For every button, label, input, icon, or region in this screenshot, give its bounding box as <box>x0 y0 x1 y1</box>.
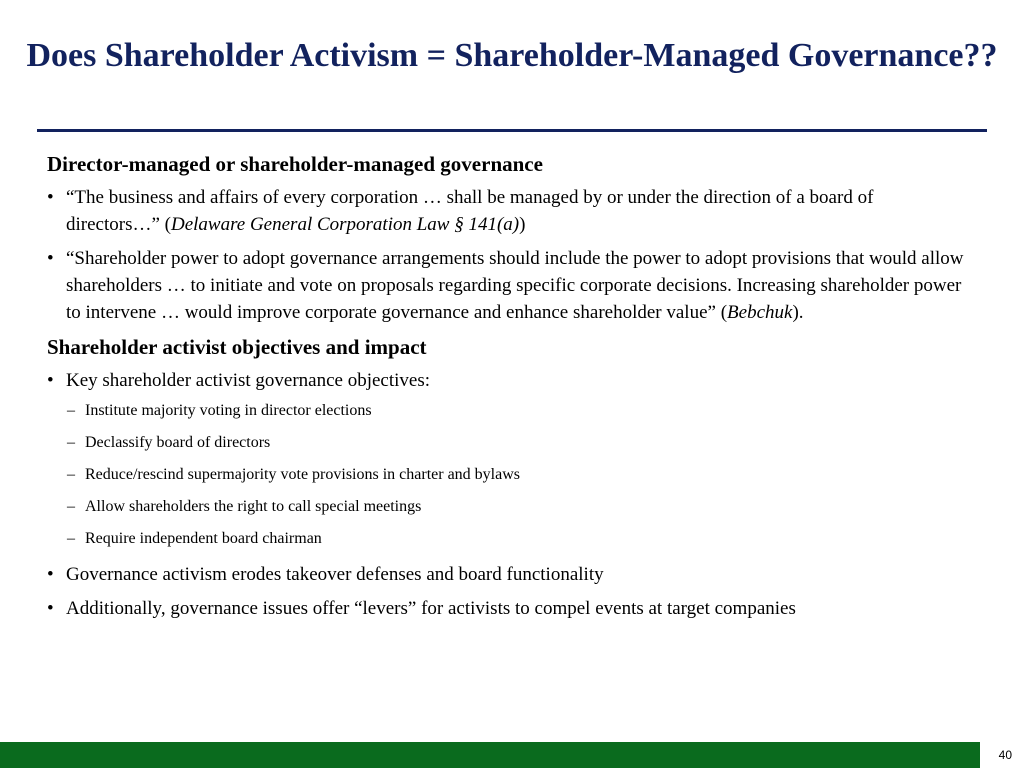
sub-bullet-special-meetings <box>47 497 967 517</box>
sub-bullet-independent-chairman <box>47 529 967 549</box>
bullet-text: “Shareholder power to adopt governance arrangements should include the power to adopt provisions that would allow shareholders … to initiate and vote on proposals regarding specific corporate decisions. Increasing shareholder power to intervene … would improve corporate governance and enhance shareholder value” ( <box>66 248 964 323</box>
bullet-mark: • <box>47 370 54 391</box>
sub-bullet-declassify <box>47 433 967 453</box>
bullet-text: Governance activism erodes takeover defenses and board functionality <box>66 564 604 585</box>
bullet-erodes-defenses <box>47 561 967 588</box>
sub-bullet-text: Allow shareholders the right to call special meetings <box>85 498 422 515</box>
slide-title: Does Shareholder Activism = Shareholder-Managed Governance?? <box>26 37 998 74</box>
title-divider <box>37 129 987 132</box>
dash-mark: – <box>67 530 75 547</box>
section-heading-activist-objectives: Shareholder activist objectives and impact <box>47 335 427 359</box>
citation: Bebchuk <box>727 302 793 323</box>
bullet-mark: • <box>47 187 54 208</box>
dash-mark: – <box>67 466 75 483</box>
bullet-text-end: ) <box>519 214 526 235</box>
sub-bullet-text: Require independent board chairman <box>85 530 322 547</box>
slide-body <box>47 150 967 629</box>
footer-bar <box>0 742 980 768</box>
citation: Delaware General Corporation Law § 141(a) <box>170 214 520 235</box>
section-heading-director-managed: Director-managed or shareholder-managed governance <box>47 152 543 176</box>
dash-mark: – <box>67 434 75 451</box>
bullet-key-objectives <box>47 367 967 394</box>
sub-bullet-text: Declassify board of directors <box>85 434 271 451</box>
sub-bullet-majority-voting <box>47 401 967 421</box>
dash-mark: – <box>67 498 75 515</box>
bullet-text-end: ). <box>792 302 804 323</box>
sub-bullet-text: Institute majority voting in director elections <box>85 402 372 419</box>
bullet-bebchuk-quote <box>47 245 967 326</box>
bullet-mark: • <box>47 564 54 585</box>
bullet-mark: • <box>47 598 54 619</box>
sub-bullet-text: Reduce/rescind supermajority vote provisions in charter and bylaws <box>85 466 520 483</box>
bullet-levers <box>47 595 967 622</box>
dash-mark: – <box>67 402 75 419</box>
bullet-text: Additionally, governance issues offer “levers” for activists to compel events at target companies <box>66 598 796 619</box>
bullet-delaware-law <box>47 184 967 238</box>
sub-bullet-supermajority <box>47 465 967 485</box>
bullet-text: “The business and affairs of every corporation … shall be managed by or under the direction of a board of directors…” ( <box>66 187 874 235</box>
bullet-text: Key shareholder activist governance objectives: <box>66 370 431 391</box>
bullet-mark: • <box>47 248 54 269</box>
page-number: 40 <box>998 748 1012 762</box>
